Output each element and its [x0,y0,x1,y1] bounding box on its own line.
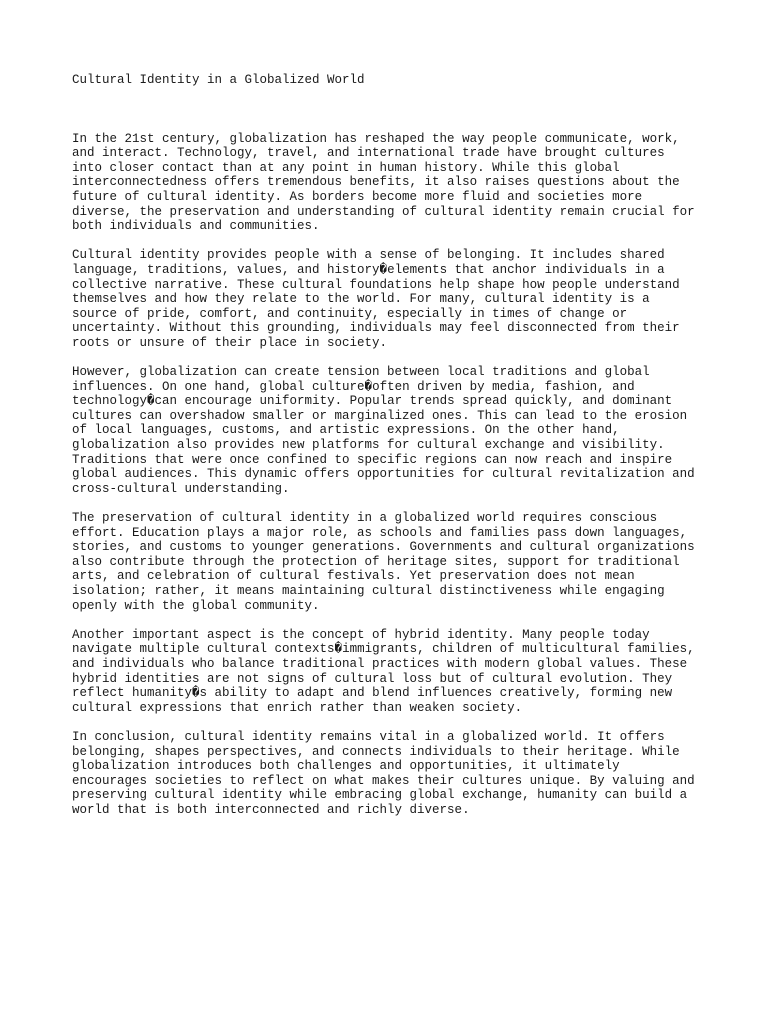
paragraph-conclusion: In conclusion, cultural identity remains vital in a globalized world. It offers belonging, shapes perspectives, and connects individuals to their heritage. While globalization introduces both challenges and opportunities, it ultimately encourages societies to reflect on what makes their cultures unique. By valuing and preserving cultural identity while embracing global exchange, humanity can build a world that is both interconnected and richly diverse. [72,729,695,817]
paragraph-tension: However, globalization can create tension between local traditions and global influences. On one hand, global culture�often driven by media, fashion, and technology�can encourage uniformity. Popular trends spread quickly, and dominant cultures can overshadow smaller or marginalized ones. This can lead to the erosion of local languages, customs, and artistic expressions. On the other hand, globalization also provides new platforms for cultural exchange and visibility. Traditions that were once confined to specific regions can now reach and inspire global audiences. This dynamic offers opportunities for cultural revitalization and cross-cultural understanding. [72,365,695,496]
paragraph-preservation: The preservation of cultural identity in a globalized world requires conscious effort. Education plays a major role, as schools and families pass down languages, stories, and customs to younger generations. Governments and cultural organizations also contribute through the protection of heritage sites, support for traditional arts, and celebration of cultural festivals. Yet preservation does not mean isolation; rather, it means maintaining cultural distinctiveness while engaging openly with the global community. [72,511,695,613]
document-body [72,73,712,832]
paragraph-belonging: Cultural identity provides people with a sense of belonging. It includes shared language, traditions, values, and history�elements that anchor individuals in a collective narrative. These cultural foundations help shape how people understand themselves and how they relate to the world. For many, cultural identity is a source of pride, comfort, and continuity, especially in times of change or uncertainty. Without this grounding, individuals may feel disconnected from their roots or unsure of their place in society. [72,248,680,350]
paragraph-introduction: In the 21st century, globalization has reshaped the way people communicate, work, and interact. Technology, travel, and international trade have brought cultures into closer contact than at any point in human history. While this global interconnectedness offers tremendous benefits, it also raises questions about the future of cultural identity. As borders become more fluid and societies more diverse, the preservation and understanding of cultural identity remain crucial for both individuals and communities. [72,131,695,234]
paragraph-hybrid-identity: Another important aspect is the concept of hybrid identity. Many people today navigate multiple cultural contexts�immigrants, children of multicultural families, and individuals who balance traditional practices with modern global values. These hybrid identities are not signs of cultural loss but of cultural evolution. They reflect humanity�s ability to adapt and blend influences creatively, forming new cultural expressions that enrich rather than weaken society. [72,627,695,715]
document-title: Cultural Identity in a Globalized World [72,73,365,87]
